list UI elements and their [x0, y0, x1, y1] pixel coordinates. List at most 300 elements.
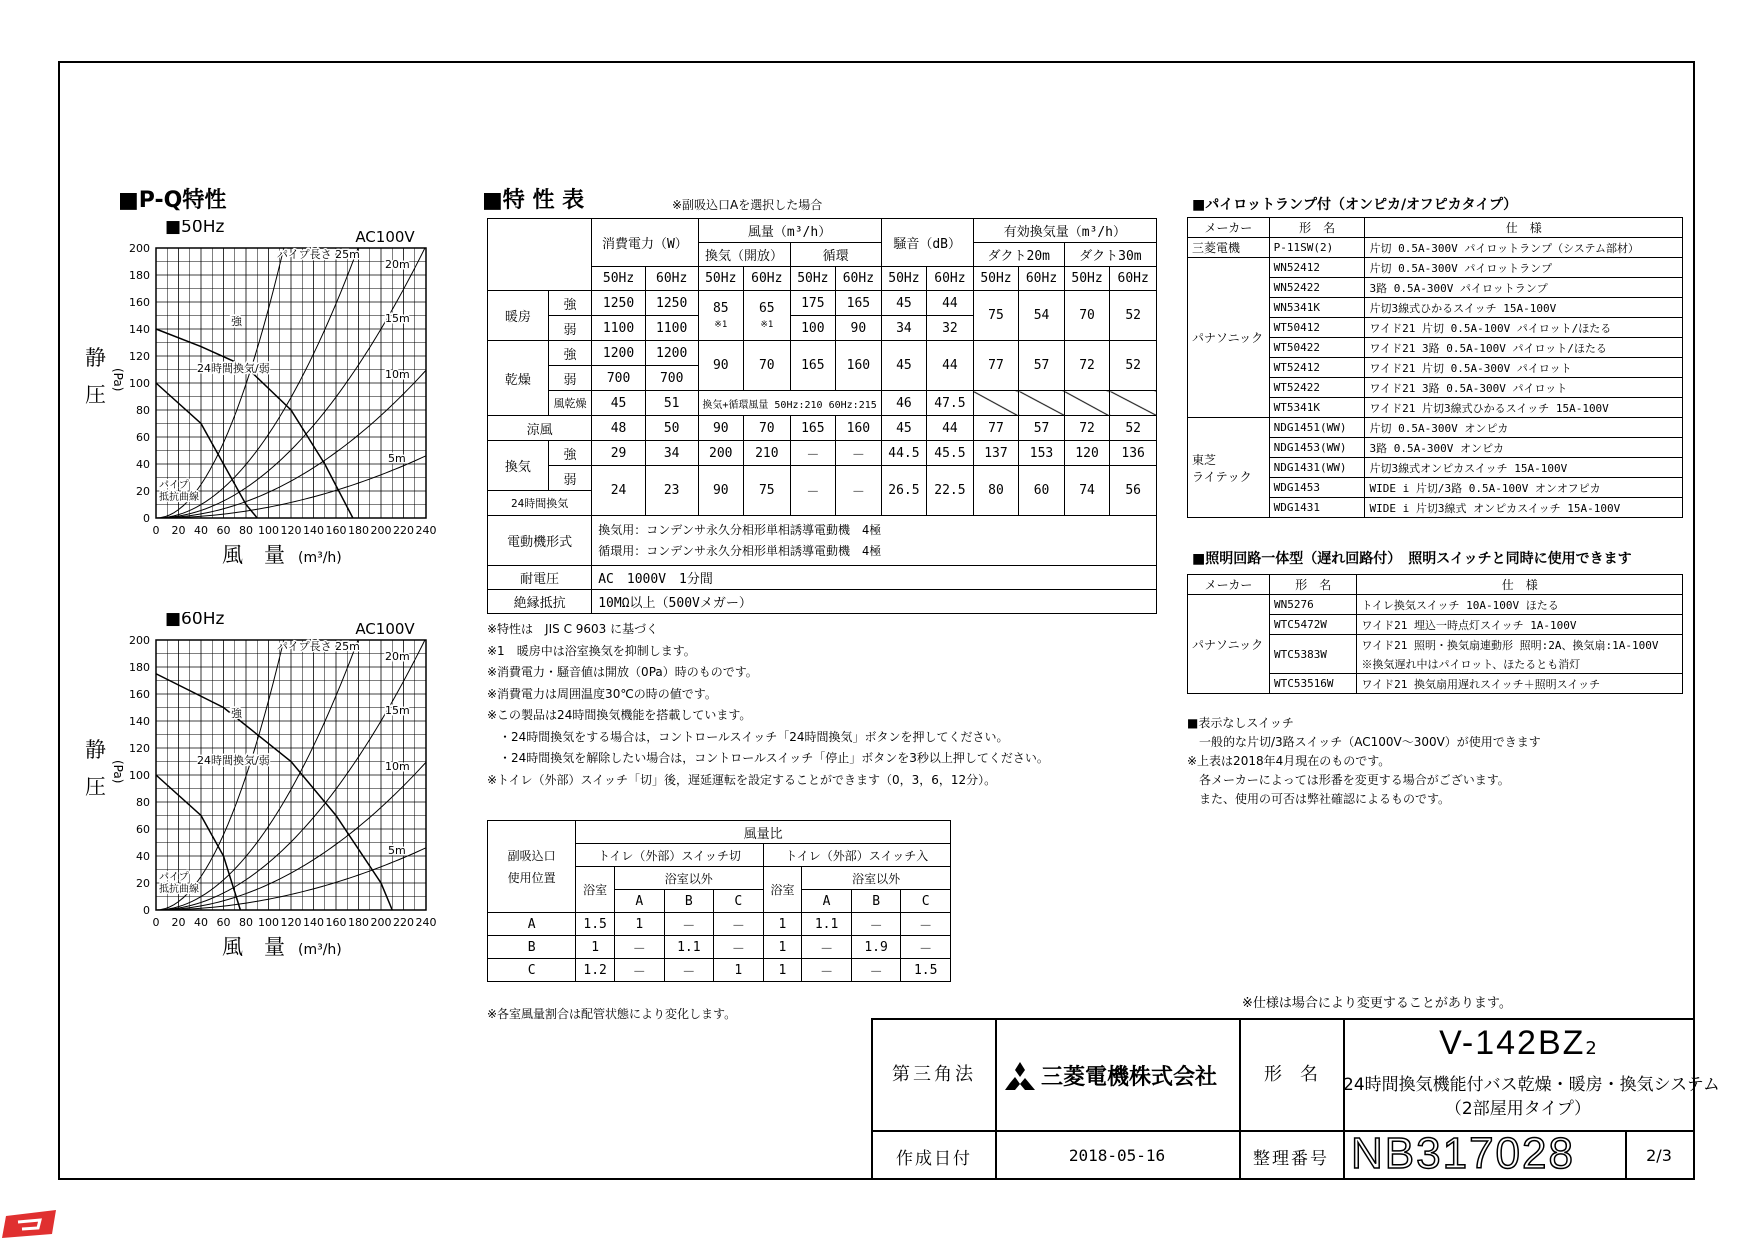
lamp-spec: ワイド21 3路 0.5A-100V パイロット/ほたる — [1365, 338, 1683, 358]
x-tick-label: 100 — [258, 916, 279, 929]
cell: 1.5 — [901, 959, 951, 982]
cell: － — [714, 936, 764, 959]
lamp-model: WT52412 — [1269, 358, 1365, 378]
x-tick-label: 100 — [258, 524, 279, 537]
ratio-row — [488, 936, 951, 959]
row-voltage — [488, 566, 1157, 590]
row-label: 換気 — [488, 441, 549, 491]
mode-label: 強 — [548, 291, 592, 316]
cell: 72 — [1064, 341, 1110, 391]
y-tick-label: 100 — [129, 377, 150, 390]
lamp-model: NDG1451(WW) — [1269, 418, 1365, 438]
y-tick-label: 100 — [129, 769, 150, 782]
cell: 1250 — [592, 291, 646, 316]
cell: 1 — [615, 913, 665, 936]
cell: － — [901, 936, 951, 959]
y-tick-label: 140 — [129, 715, 150, 728]
light-hdr-spec: 仕 様 — [1357, 575, 1683, 595]
number-label: 整理番号 — [1253, 1149, 1329, 1169]
x-tick-label: 20 — [171, 916, 186, 929]
title-block — [871, 1018, 1720, 1180]
y-axis-label: 静 — [85, 346, 106, 370]
row-insulation — [488, 590, 1157, 614]
cell: － — [714, 913, 764, 936]
cell: 153 — [1019, 441, 1065, 466]
spec-table — [487, 218, 1157, 614]
len-10m-label: 10m — [385, 368, 410, 381]
note-line: ※消費電力は周囲温度30℃の時の値です。 — [487, 686, 717, 701]
cell: 29 — [592, 441, 646, 466]
len-15m-label: 15m — [385, 312, 410, 325]
mode-label: 強 — [548, 441, 592, 466]
cell: 34 — [645, 441, 698, 466]
lamp-spec: ワイド21 片切 0.5A-300V パイロット — [1365, 358, 1683, 378]
motor-cell — [592, 516, 1157, 566]
row-label: 耐電圧 — [488, 566, 592, 590]
x-tick-label: 120 — [280, 524, 302, 537]
len-5m-label: 5m — [388, 844, 406, 857]
hdr-effective: 有効換気量（m³/h） — [973, 219, 1156, 243]
lamp-model: WDG1431 — [1269, 498, 1365, 518]
cell: 90 — [698, 341, 744, 391]
light-spec: ワイド21 照明・換気扇連動形 照明:2A、換気扇:1A-100V — [1357, 635, 1683, 655]
cell: 45 — [881, 416, 927, 441]
note-line: 各メーカーによっては形番を変更する場合がございます。 — [1187, 773, 1510, 787]
x-tick-label: 0 — [152, 916, 160, 929]
cell: 160 — [836, 341, 882, 391]
hdr-hz: 60Hz — [927, 267, 974, 291]
y-axis-label: 圧 — [85, 383, 106, 407]
model-desc-sub: （2部屋用タイプ） — [1444, 1099, 1592, 1119]
cell: 137 — [973, 441, 1019, 466]
hdr-duct20: ダクト20m — [973, 243, 1064, 267]
hdr-hz: 50Hz — [790, 267, 836, 291]
note-line: ※消費電力・騒音値は開放（0Pa）時のものです。 — [487, 665, 758, 679]
mode-label: 弱 — [548, 316, 592, 341]
row-label: 涼風 — [488, 416, 592, 441]
note-line: ※トイレ（外部）スイッチ「切」後，遅延運転を設定することができます（0，3，6，12分）。 — [487, 772, 997, 787]
cell: 50 — [645, 416, 698, 441]
y-tick-label: 180 — [129, 269, 150, 282]
cell: 1.1 — [664, 936, 714, 959]
cell: 24 — [592, 466, 646, 516]
lamp-spec: ワイド21 片切 0.5A-100V パイロット/ほたる — [1365, 318, 1683, 338]
spec-notes — [487, 619, 1049, 791]
x-tick-label: 220 — [393, 916, 414, 929]
cell: 1 — [576, 936, 615, 959]
x-axis-unit: (m³/h) — [298, 942, 342, 958]
mode24-label: 24時間換気/弱 — [197, 362, 270, 375]
cell: 72 — [1064, 416, 1110, 441]
light-model: WN5276 — [1269, 595, 1357, 615]
cell: 32 — [927, 316, 974, 341]
resist-label: 抵抗曲線 — [159, 884, 199, 895]
ratio-hdr-c: C — [901, 890, 951, 913]
cell: 1 — [763, 913, 802, 936]
x-axis-label: 風 量 — [222, 543, 285, 567]
strong-label: 強 — [231, 315, 242, 328]
model-sub: 2 — [1585, 1038, 1597, 1059]
light-model: WTC53516W — [1269, 674, 1357, 694]
row-label: 電動機形式 — [488, 516, 592, 566]
hdr-circ: 循環 — [790, 243, 881, 267]
cell: 1.5 — [576, 913, 615, 936]
cell: 60 — [1019, 466, 1065, 516]
y-tick-label: 200 — [129, 242, 150, 255]
date-label: 作成日付 — [896, 1149, 972, 1169]
len-15m-label: 15m — [385, 704, 410, 717]
row-heat-strong — [488, 291, 1157, 316]
cell: 57 — [1019, 341, 1065, 391]
y-tick-label: 40 — [136, 458, 150, 471]
lamp-spec: ワイド21 3路 0.5A-300V パイロット — [1365, 378, 1683, 398]
cell: 700 — [592, 366, 646, 391]
pq-chart-60hz — [85, 612, 445, 972]
light-row — [1188, 595, 1683, 615]
lamp-spec: 片切3線式ひかるスイッチ 15A-100V — [1365, 298, 1683, 318]
x-tick-label: 140 — [303, 524, 324, 537]
lamp-spec: 片切 0.5A-300V パイロットランプ（システム部材） — [1365, 238, 1683, 258]
cell: 74 — [1064, 466, 1110, 516]
cell: 175 — [790, 291, 836, 316]
lamp-table — [1187, 217, 1683, 518]
lamp-model: NDG1431(WW) — [1269, 458, 1365, 478]
pipe-length-label: パイプ長さ 25m — [277, 248, 360, 261]
lamp-model: WDG1453 — [1269, 478, 1365, 498]
x-axis-unit: (m³/h) — [298, 550, 342, 566]
company-logo — [1003, 1060, 1217, 1091]
hdr-vent: 換気（開放） — [698, 243, 790, 267]
lamp-spec: WIDE i 片切/3路 0.5A-100V オンオフピカ — [1365, 478, 1683, 498]
hdr-hz: 50Hz — [592, 267, 646, 291]
lamp-spec: ワイド21 片切3線式ひかるスイッチ 15A-100V — [1365, 398, 1683, 418]
y-tick-label: 80 — [136, 796, 150, 809]
ratio-row — [488, 913, 951, 936]
lamp-maker: 三菱電機 — [1188, 238, 1270, 258]
right-notes — [1187, 714, 1541, 809]
cell: 1200 — [592, 341, 646, 366]
lamp-model: WT52422 — [1269, 378, 1365, 398]
pq-chart-50hz-svg — [85, 220, 445, 580]
resist-label: パイプ — [159, 480, 189, 491]
cell: 1100 — [645, 316, 698, 341]
len-10m-label: 10m — [385, 760, 410, 773]
lamp-hdr-maker: メーカー — [1188, 218, 1270, 238]
cell: A — [488, 913, 576, 936]
ratio-table — [487, 820, 951, 982]
cell: － — [802, 936, 852, 959]
cell: － — [615, 936, 665, 959]
projection-label: 第三角法 — [892, 1064, 976, 1085]
x-tick-label: 80 — [239, 916, 253, 929]
note-line: ※1 暖房中は浴室換気を抑制します。 — [487, 643, 696, 658]
hdr-airflow: 風量（m³/h） — [698, 219, 881, 243]
len-20m-label: 20m — [385, 258, 410, 271]
hdr-duct30: ダクト30m — [1064, 243, 1156, 267]
x-tick-label: 60 — [216, 524, 231, 537]
row-label: 乾燥 — [488, 341, 549, 416]
cell: 1.1 — [802, 913, 852, 936]
x-tick-label: 60 — [216, 916, 231, 929]
lamp-maker: パナソニック — [1188, 258, 1270, 418]
light-spec: トイレ換気スイッチ 10A-100V ほたる — [1357, 595, 1683, 615]
cell: B — [488, 936, 576, 959]
cell: 210 — [744, 441, 791, 466]
cell: 56 — [1110, 466, 1157, 516]
corner-logo-icon — [2, 1208, 60, 1240]
note-line: また、使用の可否は弊社確認によるものです。 — [1187, 792, 1451, 806]
slash-cell — [1064, 391, 1110, 416]
x-axis-label: 風 量 — [222, 935, 285, 959]
x-tick-label: 40 — [194, 524, 208, 537]
x-tick-label: 240 — [415, 916, 437, 929]
y-tick-label: 20 — [136, 485, 150, 498]
cell: 75 — [744, 466, 791, 516]
y-tick-label: 140 — [129, 323, 150, 336]
cell: － — [802, 959, 852, 982]
model-code: V-142BZ — [1439, 1024, 1586, 1062]
spec-title: ■特 性 表 — [482, 188, 585, 213]
cell: 52 — [1110, 291, 1157, 341]
cell: 90 — [836, 316, 882, 341]
light-maker: パナソニック — [1188, 595, 1270, 694]
change-note: ※仕様は場合により変更することがあります。 — [1242, 996, 1512, 1011]
ratio-hdr-pos: 副吸込口 使用位置 — [488, 821, 576, 913]
lamp-model: WN5341K — [1269, 298, 1365, 318]
note-line: ・24時間換気をする場合は，コントロールスイッチ「24時間換気」ボタンを押してください。 — [487, 729, 1009, 744]
ratio-hdr: 風量比 — [576, 821, 951, 844]
y-tick-label: 60 — [136, 823, 150, 836]
mode-label: 風乾燥 — [548, 391, 592, 416]
pq-chart-60hz-svg — [85, 612, 445, 972]
hdr-hz: 50Hz — [1064, 267, 1110, 291]
light-hdr-model: 形 名 — [1269, 575, 1357, 595]
cell: 1250 — [645, 291, 698, 316]
cell: 70 — [1064, 291, 1110, 341]
pq-chart-50hz — [85, 220, 445, 580]
cell: 44 — [927, 416, 974, 441]
slash-cell — [1019, 391, 1065, 416]
y-tick-label: 60 — [136, 431, 150, 444]
x-tick-label: 20 — [171, 524, 186, 537]
lamp-model: P-11SW(2) — [1269, 238, 1365, 258]
lamp-model: WN52412 — [1269, 258, 1365, 278]
cell: 44 — [927, 341, 974, 391]
cell: 100 — [790, 316, 836, 341]
x-tick-label: 200 — [370, 524, 392, 537]
y-tick-label: 200 — [129, 634, 150, 647]
light-title: ■照明回路一体型（遅れ回路付） 照明スイッチと同時に使用できます — [1192, 551, 1632, 567]
ratio-hdr-b: B — [664, 890, 714, 913]
note-line: ※この製品は24時間換気機能を搭載しています。 — [487, 708, 752, 722]
cell: 1200 — [645, 341, 698, 366]
cell: 1 — [763, 936, 802, 959]
doc-number: NB317028 — [1351, 1129, 1575, 1178]
y-tick-label: 80 — [136, 404, 150, 417]
x-tick-label: 80 — [239, 524, 253, 537]
cell: 45 — [881, 341, 927, 391]
cell: 23 — [645, 466, 698, 516]
cell: 77 — [973, 416, 1019, 441]
hdr-power: 消費電力（W） — [592, 219, 698, 267]
cell: 51 — [645, 391, 698, 416]
cell: － — [836, 441, 882, 466]
ratio-hdr-on: トイレ（外部）スイッチ入 — [763, 844, 950, 867]
spec-note: ※副吸込口Aを選択した場合 — [672, 198, 823, 212]
y-axis-label: 圧 — [85, 775, 106, 799]
cell: 換気+循環風量 50Hz:210 60Hz:215 — [698, 391, 881, 416]
len-5m-label: 5m — [388, 452, 406, 465]
cell: 85 ※1 — [698, 291, 744, 341]
y-tick-label: 40 — [136, 850, 150, 863]
note-line: ・24時間換気を解除したい場合は，コントロールスイッチ「停止」ボタンを3秒以上押してください。 — [487, 751, 1049, 765]
lamp-model: WT50422 — [1269, 338, 1365, 358]
voltage-label: AC100V — [355, 228, 415, 246]
cell: 1.9 — [851, 936, 901, 959]
note-line: 一般的な片切/3路スイッチ（AC100V～300V）が使用できます — [1187, 735, 1541, 749]
cell: 165 — [836, 291, 882, 316]
light-spec: ワイド21 埋込一時点灯スイッチ 1A-100V — [1357, 615, 1683, 635]
cell: 26.5 — [881, 466, 927, 516]
x-tick-label: 40 — [194, 916, 208, 929]
mode-label: 弱 — [548, 366, 592, 391]
hdr-hz: 60Hz — [645, 267, 698, 291]
date-value: 2018-05-16 — [1068, 1146, 1166, 1165]
lamp-model: WT50412 — [1269, 318, 1365, 338]
y-tick-label: 20 — [136, 877, 150, 890]
cell: 80 — [973, 466, 1019, 516]
cell: AC 1000V 1分間 — [592, 566, 1157, 590]
x-tick-label: 220 — [393, 524, 414, 537]
cell: 47.5 — [927, 391, 974, 416]
lamp-model: NDG1453(WW) — [1269, 438, 1365, 458]
y-tick-label: 0 — [143, 904, 150, 917]
light-table — [1187, 574, 1683, 694]
cell: 77 — [973, 341, 1019, 391]
x-tick-label: 160 — [325, 524, 347, 537]
cell: 10MΩ以上（500Vメガー） — [592, 590, 1157, 614]
cell: 52 — [1110, 341, 1157, 391]
note-line: ※特性は JIS C 9603 に基づく — [487, 622, 659, 636]
y-axis-unit: (Pa) — [111, 760, 125, 784]
cell: － — [851, 913, 901, 936]
resist-label: パイプ — [159, 872, 189, 883]
cell: 70 — [744, 341, 791, 391]
y-tick-label: 0 — [143, 512, 150, 525]
row-cool — [488, 416, 1157, 441]
cell: 700 — [645, 366, 698, 391]
motor-line: 循環用：コンデンサ永久分相形単相誘導電動機 4極 — [598, 543, 882, 558]
y-tick-label: 180 — [129, 661, 150, 674]
lamp-spec: 片切3線式オンピカスイッチ 15A-100V — [1365, 458, 1683, 478]
cell: － — [836, 466, 882, 516]
motor-line: 換気用：コンデンサ永久分相形単相誘導電動機 4極 — [598, 522, 882, 537]
ratio-row — [488, 959, 951, 982]
light-spec: ※換気遅れ中はパイロット、ほたるとも消灯 — [1357, 654, 1683, 674]
x-tick-label: 140 — [303, 916, 324, 929]
cell: － — [790, 466, 836, 516]
cell: 1 — [714, 959, 764, 982]
lamp-spec: 片切 0.5A-300V オンピカ — [1365, 418, 1683, 438]
cell: 90 — [698, 466, 744, 516]
company-name: 三菱電機株式会社 — [1041, 1065, 1218, 1090]
lamp-row — [1188, 238, 1683, 258]
hdr-hz: 60Hz — [1110, 267, 1157, 291]
ratio-hdr-c: C — [714, 890, 764, 913]
x-tick-label: 240 — [415, 524, 437, 537]
ratio-hdr-a: A — [615, 890, 665, 913]
ratio-hdr-other: 浴室以外 — [802, 867, 951, 890]
hdr-hz: 60Hz — [744, 267, 791, 291]
ratio-hdr-other: 浴室以外 — [615, 867, 764, 890]
hdr-hz: 50Hz — [973, 267, 1019, 291]
x-tick-label: 160 — [325, 916, 347, 929]
cell: C — [488, 959, 576, 982]
y-tick-label: 120 — [129, 742, 150, 755]
lamp-hdr-spec: 仕 様 — [1365, 218, 1683, 238]
lamp-spec: WIDE i 片切3線式 オンピカスイッチ 15A-100V — [1365, 498, 1683, 518]
cell: 70 — [744, 416, 791, 441]
lamp-spec: 3路 0.5A-300V オンピカ — [1365, 438, 1683, 458]
y-axis-unit: (Pa) — [111, 368, 125, 392]
lamp-row — [1188, 258, 1683, 278]
lamp-hdr-model: 形 名 — [1269, 218, 1365, 238]
lamp-maker: 東芝 ライテック — [1188, 418, 1270, 518]
cell: 54 — [1019, 291, 1065, 341]
ratio-hdr-a: A — [802, 890, 852, 913]
pq-title: ■P-Q特性 — [118, 188, 227, 213]
hdr-hz: 50Hz — [698, 267, 744, 291]
cell: 120 — [1064, 441, 1110, 466]
lamp-model: WN52422 — [1269, 278, 1365, 298]
mode-label: 弱 — [548, 466, 592, 491]
cell: 1 — [763, 959, 802, 982]
cell: 52 — [1110, 416, 1157, 441]
cell: － — [615, 959, 665, 982]
cell: 22.5 — [927, 466, 974, 516]
x-tick-label: 180 — [348, 916, 369, 929]
ratio-hdr-off: トイレ（外部）スイッチ切 — [576, 844, 763, 867]
lamp-row — [1188, 418, 1683, 438]
light-model: WTC5383W — [1269, 635, 1357, 674]
cell: 165 — [790, 341, 836, 391]
ratio-hdr-bath: 浴室 — [576, 867, 615, 913]
len-20m-label: 20m — [385, 650, 410, 663]
cell: 44 — [927, 291, 974, 316]
mode24-label: 24時間換気/弱 — [197, 754, 270, 767]
row-label: 暖房 — [488, 291, 549, 341]
y-tick-label: 160 — [129, 296, 150, 309]
cell: 57 — [1019, 416, 1065, 441]
row-dry-strong — [488, 341, 1157, 366]
cell: 90 — [698, 416, 744, 441]
hdr-hz: 60Hz — [836, 267, 882, 291]
hdr-noise: 騒音（dB） — [881, 219, 973, 267]
cell: 45 — [592, 391, 646, 416]
cell: － — [664, 959, 714, 982]
row-label: 絶縁抵抗 — [488, 590, 592, 614]
cell: － — [664, 913, 714, 936]
x-tick-label: 200 — [370, 916, 392, 929]
resist-label: 抵抗曲線 — [159, 492, 199, 503]
cell: － — [901, 913, 951, 936]
cell: 45.5 — [927, 441, 974, 466]
freq-label: ■50Hz — [165, 220, 225, 237]
hdr-hz: 50Hz — [881, 267, 927, 291]
slash-cell — [973, 391, 1019, 416]
model-label: 形 名 — [1264, 1064, 1318, 1085]
model-desc: 24時間換気機能付バス乾燥・暖房・換気システム — [1343, 1075, 1720, 1095]
